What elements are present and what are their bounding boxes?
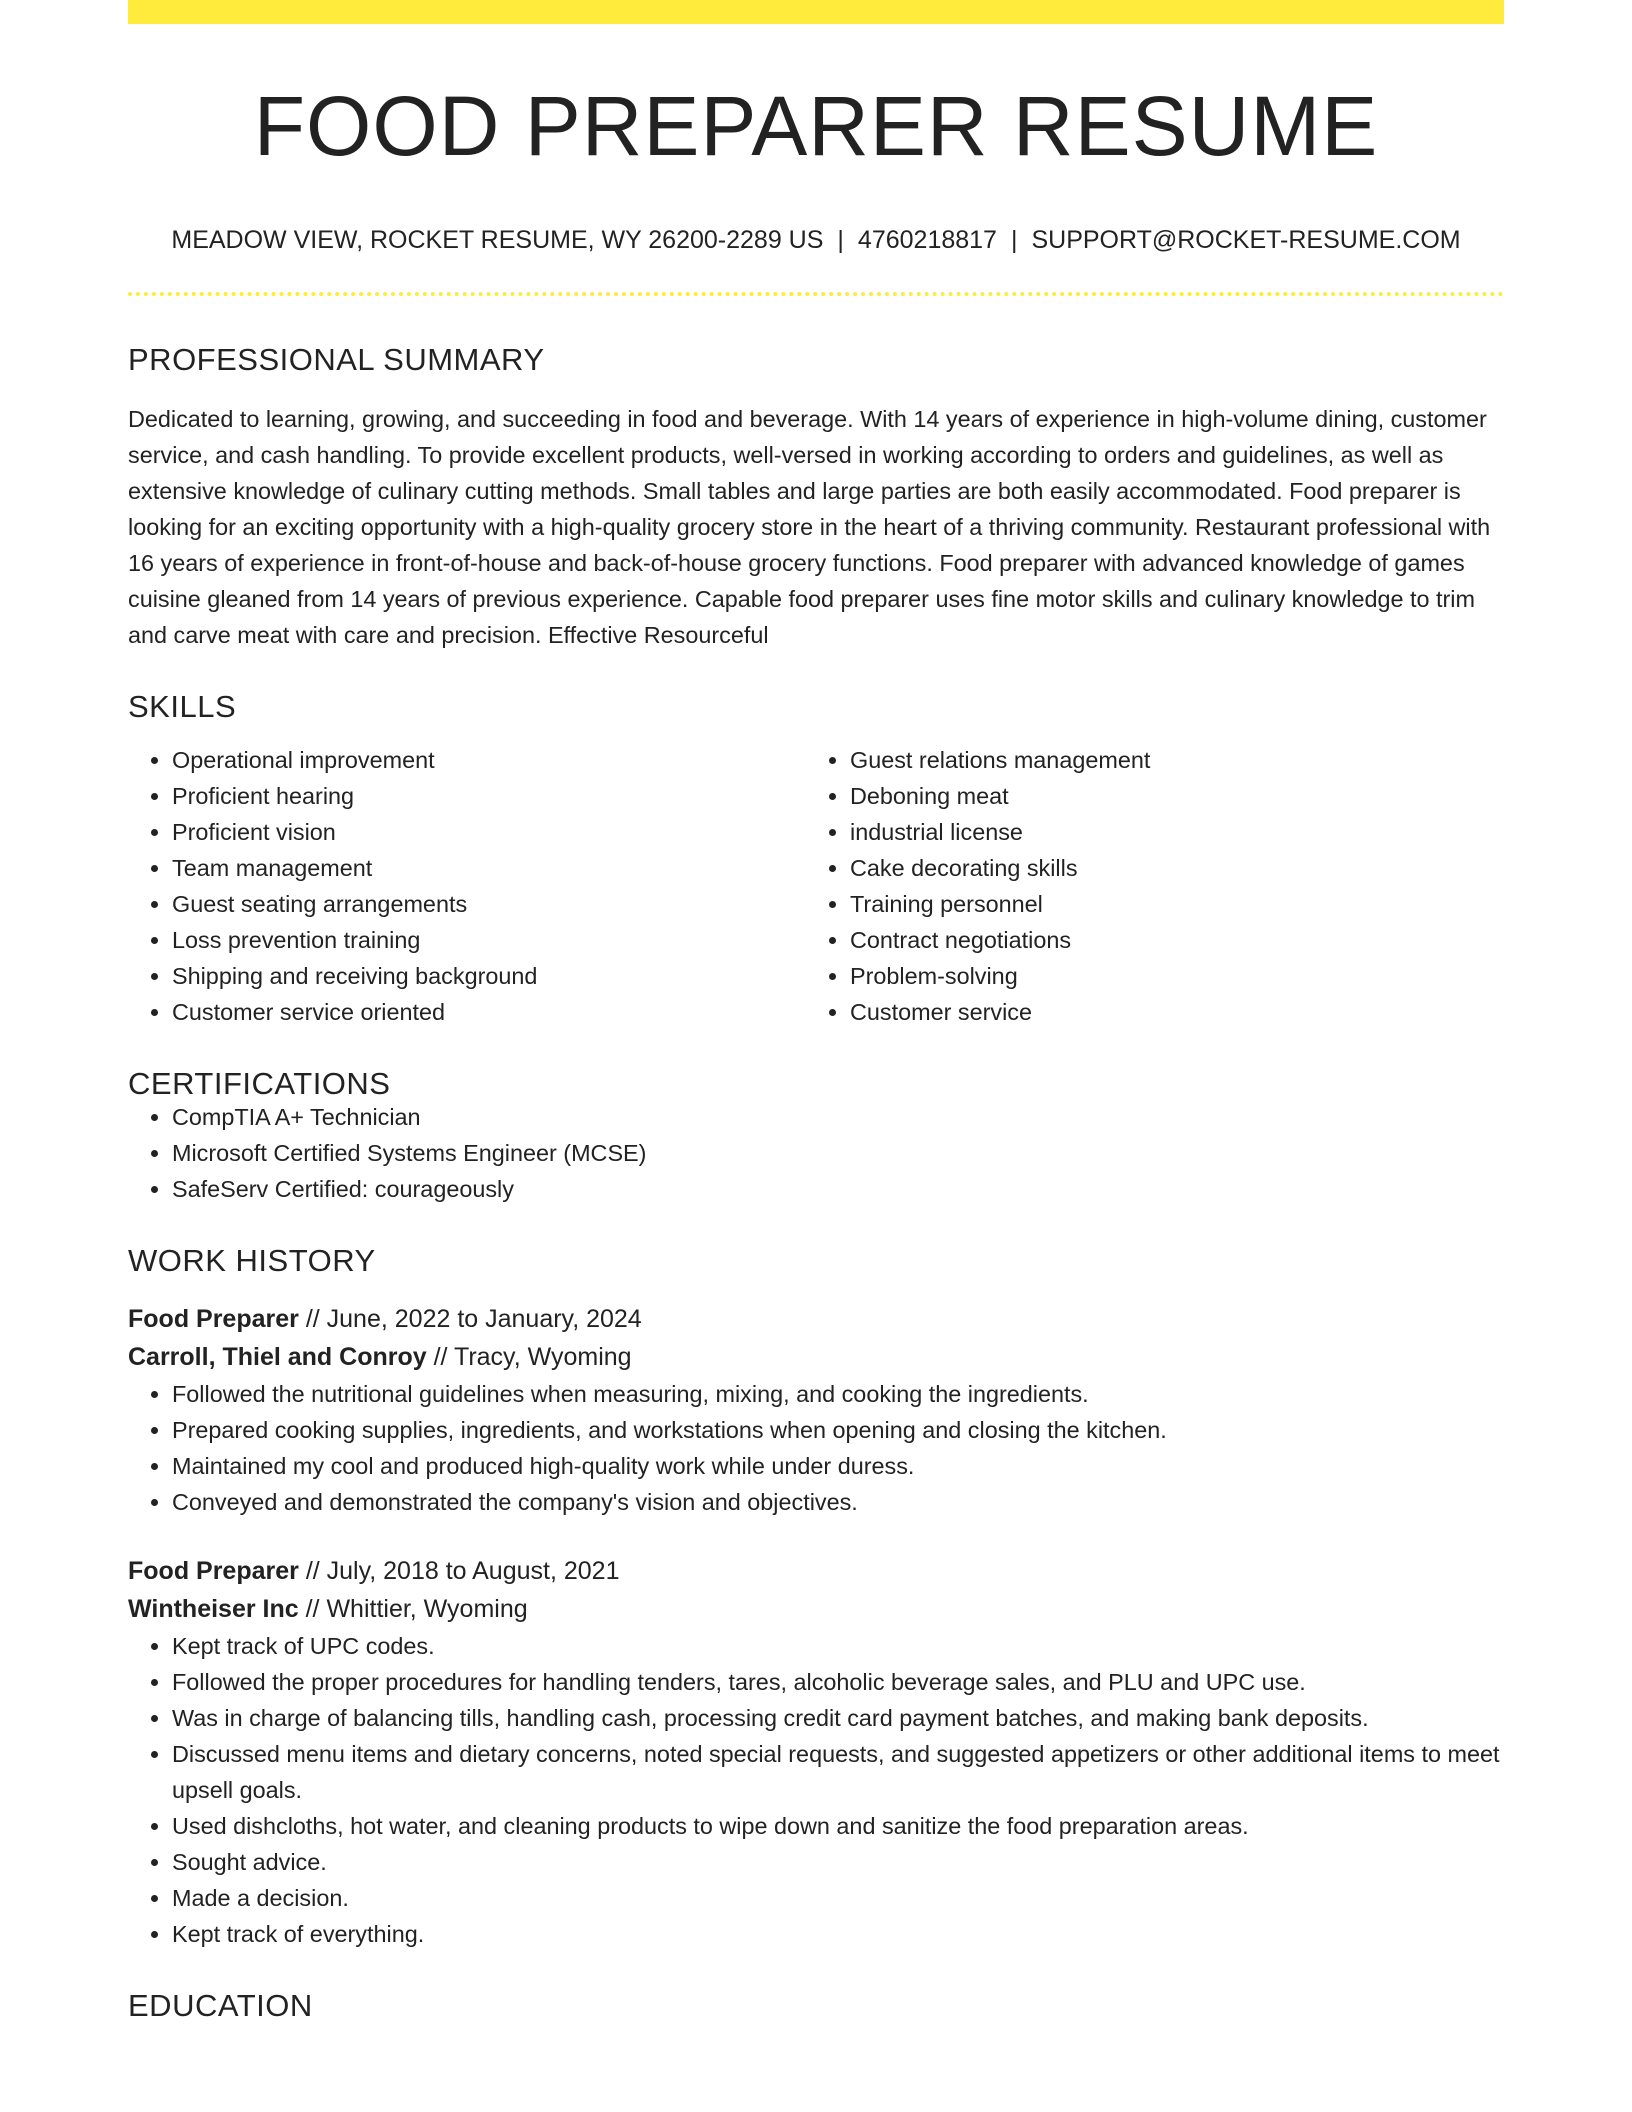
education-heading: EDUCATION [128,1988,313,2023]
education-section [128,1990,1504,2021]
job-bullet: • Maintained my cool and produced high-quality work while under duress. [172,1448,1504,1484]
job-location: // Tracy, Wyoming [426,1343,632,1371]
job-bullet: • Conveyed and demonstrated the company's vision and objectives. [172,1484,1504,1520]
skill-item: • Loss prevention training [172,922,806,958]
job-bullet: • Kept track of UPC codes. [172,1628,1504,1664]
certification-item: • SafeServ Certified: courageously [172,1171,1504,1207]
certification-item: • Microsoft Certified Systems Engineer (MCSE) [172,1135,1504,1171]
job-bullet: • Used dishcloths, hot water, and cleaning products to wipe down and sanitize the food preparation areas. [172,1808,1504,1844]
job-entry [128,1300,1504,1520]
job-bullet: • Kept track of everything. [172,1916,1504,1952]
skill-item: • Operational improvement [172,742,806,778]
skills-column-right [806,742,1484,1030]
job-bullet: • Followed the proper procedures for handling tenders, tares, alcoholic beverage sales, and PLU and UPC use. [172,1664,1504,1700]
job-bullet: • Made a decision. [172,1880,1504,1916]
contact-separator: | [837,226,844,254]
job-company-line [128,1338,1504,1376]
contact-phone: 4760218817 [857,226,997,254]
dotted-divider [128,292,1504,296]
skill-item: • Contract negotiations [850,922,1484,958]
summary-text: Dedicated to learning, growing, and succeeding in food and beverage. With 14 years of experience in high-volume dining, customer service, and cash handling. To provide excellent products, well-versed in working according to orders and guidelines, as well as extensive knowledge of culinary cutting methods. Small tables and large parties are both easily accommodated. Food preparer is looking for an exciting opportunity with a high-quality grocery store in the heart of a thriving community. Restaurant professional with 16 years of experience in front-of-house and back-of-house grocery functions. Food preparer with advanced knowledge of games cuisine gleaned from 14 years of previous experience. Capable food preparer uses fine motor skills and culinary knowledge to trim and carve meat with care and precision. Effective Resourceful [128,406,1491,648]
job-company-line [128,1590,1504,1628]
skill-item: • Deboning meat [850,778,1484,814]
skill-item: • industrial license [850,814,1484,850]
skill-item: • Training personnel [850,886,1484,922]
job-title: Food Preparer [128,1305,299,1333]
job-company: Carroll, Thiel and Conroy [128,1343,427,1371]
certifications-section [128,1068,1504,1207]
job-title: Food Preparer [128,1557,299,1585]
job-title-line [128,1300,1504,1338]
skill-item: • Problem-solving [850,958,1484,994]
resume-title: FOOD PREPARER RESUME [253,79,1379,173]
job-company: Wintheiser Inc [128,1595,299,1623]
skills-heading: SKILLS [128,689,237,724]
contact-separator: | [1010,226,1018,254]
job-title-line [128,1552,1504,1590]
certification-item: • CompTIA A+ Technician [172,1099,1504,1135]
skill-item: • Proficient vision [172,814,806,850]
skills-section [128,691,1504,1030]
skill-item: • Proficient hearing [172,778,806,814]
job-bullet: • Was in charge of balancing tills, handling cash, processing credit card payment batches, and making bank deposits. [172,1700,1504,1736]
skill-item: • Shipping and receiving background [172,958,806,994]
certifications-heading: CERTIFICATIONS [128,1066,391,1101]
skill-item: • Cake decorating skills [850,850,1484,886]
skill-item: • Customer service [850,994,1484,1030]
job-entry [128,1552,1504,1952]
work-history-section [128,1245,1504,1952]
job-bullet: • Followed the nutritional guidelines when measuring, mixing, and cooking the ingredients. [172,1376,1504,1412]
job-location: // Whittier, Wyoming [298,1595,528,1623]
contact-address: MEADOW VIEW, ROCKET RESUME, WY 26200-2289 US [171,226,824,254]
job-bullet: • Prepared cooking supplies, ingredients, and workstations when opening and closing the kitchen. [172,1412,1504,1448]
contact-email: SUPPORT@ROCKET-RESUME.COM [1031,226,1461,254]
contact-line [128,228,1504,253]
job-bullet: • Discussed menu items and dietary concerns, noted special requests, and suggested appetizers or other additional items to meet upsell goals. [172,1736,1504,1808]
resume-page [128,0,1504,2021]
job-dates: // June, 2022 to January, 2024 [298,1305,642,1333]
job-bullet: • Sought advice. [172,1844,1504,1880]
skill-item: • Guest seating arrangements [172,886,806,922]
skills-column-left [128,742,806,1030]
skill-item: • Guest relations management [850,742,1484,778]
skills-grid [128,742,1504,1030]
skill-item: • Customer service oriented [172,994,806,1030]
job-dates: // July, 2018 to August, 2021 [298,1557,620,1585]
summary-heading: PROFESSIONAL SUMMARY [128,342,545,377]
skill-item: • Team management [172,850,806,886]
accent-top-bar [128,0,1504,24]
work-history-heading: WORK HISTORY [128,1243,376,1278]
